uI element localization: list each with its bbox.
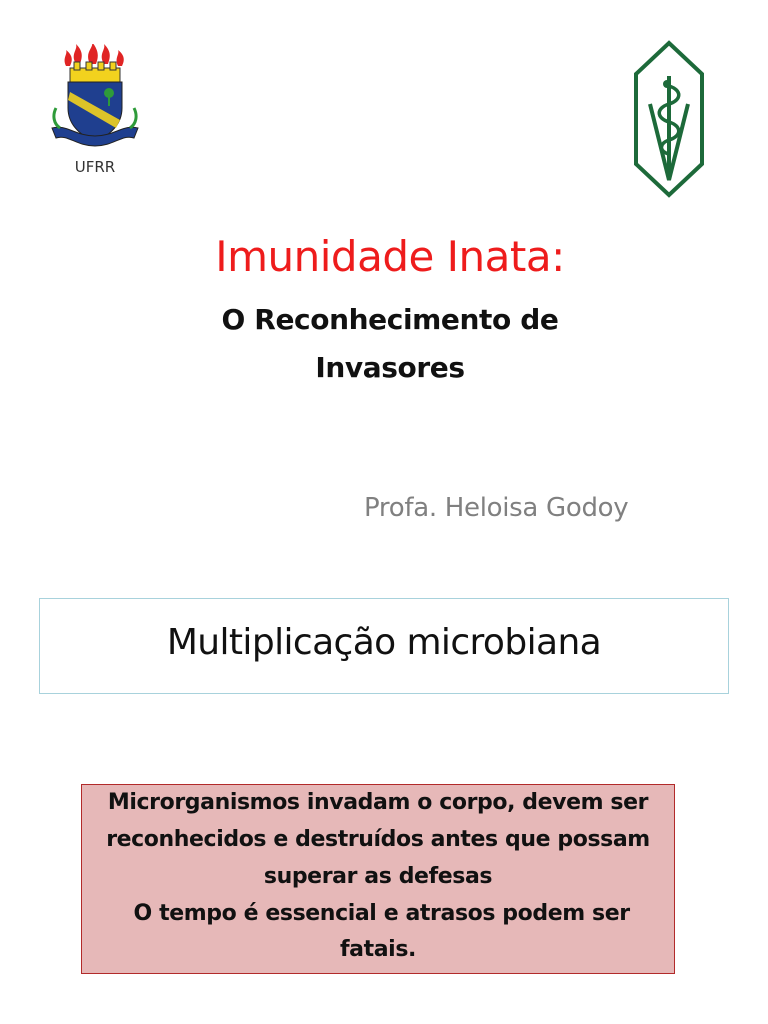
- author-name: Profa. Heloisa Godoy: [364, 493, 629, 523]
- info-line: O tempo é essencial e atrasos podem ser: [126, 901, 630, 926]
- slide-title: Imunidade Inata:: [215, 232, 565, 281]
- info-line: Microrganismos invadam o corpo, devem ser: [107, 790, 649, 815]
- subtitle-line: Invasores: [315, 351, 465, 384]
- info-line: superar as defesas: [263, 864, 493, 889]
- veterinary-caduceus-icon: [634, 40, 704, 198]
- ufrr-logo: [46, 44, 144, 180]
- section-title: Multiplicação microbiana: [166, 622, 602, 663]
- subtitle-line: O Reconhecimento de: [221, 303, 559, 336]
- ufrr-logo-caption: UFRR: [74, 158, 116, 176]
- info-line: reconhecidos e destruídos antes que possam: [106, 827, 650, 852]
- ufrr-crest-icon: [46, 44, 144, 154]
- info-line: fatais.: [340, 937, 416, 962]
- veterinary-logo: [634, 40, 704, 198]
- slide-subtitle: [150, 296, 630, 392]
